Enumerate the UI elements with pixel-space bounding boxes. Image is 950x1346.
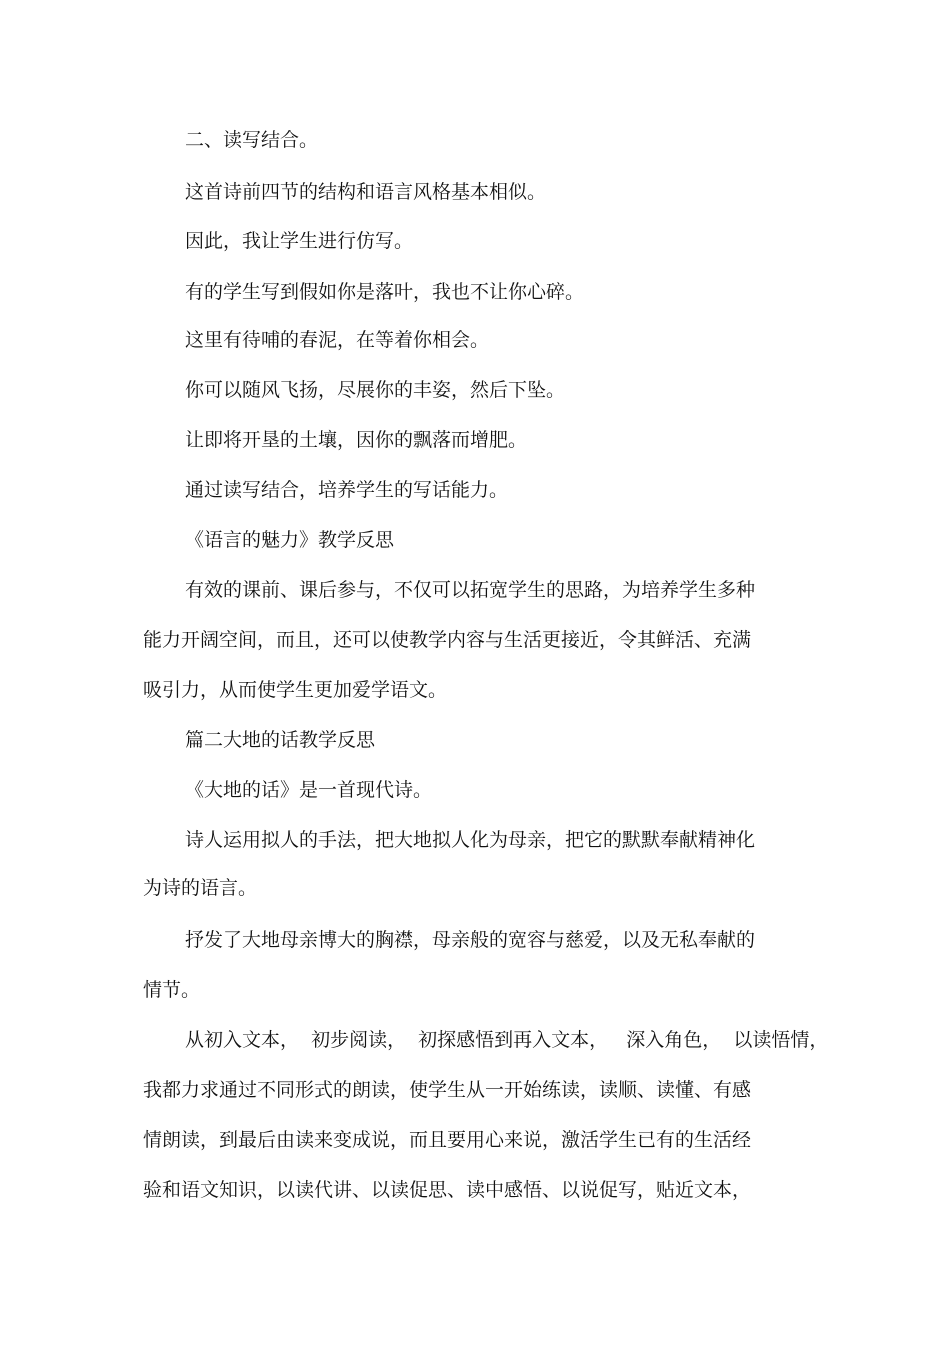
section-title: 《语言的魅力》教学反思: [185, 529, 395, 551]
paragraph-line: 你可以随风飞扬，尽展你的丰姿，然后下坠。: [185, 379, 566, 401]
paragraph-line: 二、读写结合。: [185, 129, 319, 151]
paragraph-line: 诗人运用拟人的手法，把大地拟人化为母亲，把它的默默奉献精神化: [185, 829, 756, 851]
paragraph-line: 验和语文知识，以读代讲、以读促思、读中感悟、以说促写，贴近文本，: [143, 1179, 752, 1201]
paragraph-line: 让即将开垦的土壤，因你的飘落而增肥。: [185, 429, 528, 451]
paragraph-line: 抒发了大地母亲博大的胸襟，母亲般的宽容与慈爱，以及无私奉献的: [185, 929, 756, 951]
section-title: 篇二大地的话教学反思: [185, 729, 376, 751]
paragraph-line: 《大地的话》是一首现代诗。: [185, 779, 433, 801]
paragraph-line: 这里有待哺的春泥，在等着你相会。: [185, 329, 490, 351]
paragraph-line: 有效的课前、课后参与，不仅可以拓宽学生的思路，为培养学生多种: [185, 579, 756, 601]
paragraph-line: 我都力求通过不同形式的朗读，使学生从一开始练读，读顺、读懂、有感: [143, 1079, 752, 1101]
paragraph-line: 有的学生写到假如你是落叶，我也不让你心碎。: [185, 281, 585, 303]
paragraph-line: 因此，我让学生进行仿写。: [185, 230, 414, 252]
paragraph-line: 这首诗前四节的结构和语言风格基本相似。: [185, 181, 547, 203]
paragraph-line: 为诗的语言。: [143, 877, 258, 899]
paragraph-line: 通过读写结合，培养学生的写话能力。: [185, 479, 509, 501]
paragraph-line: 情朗读，到最后由读来变成说，而且要用心来说，激活学生已有的生活经: [143, 1129, 752, 1151]
paragraph-line: 吸引力，从而使学生更加爱学语文。: [143, 679, 448, 701]
paragraph-line: 情节。: [143, 979, 201, 1001]
paragraph-line: 从初入文本， 初步阅读， 初探感悟到再入文本， 深入角色， 以读悟情，: [185, 1029, 829, 1051]
paragraph-line: 能力开阔空间，而且，还可以使教学内容与生活更接近，令其鲜活、充满: [143, 629, 752, 651]
